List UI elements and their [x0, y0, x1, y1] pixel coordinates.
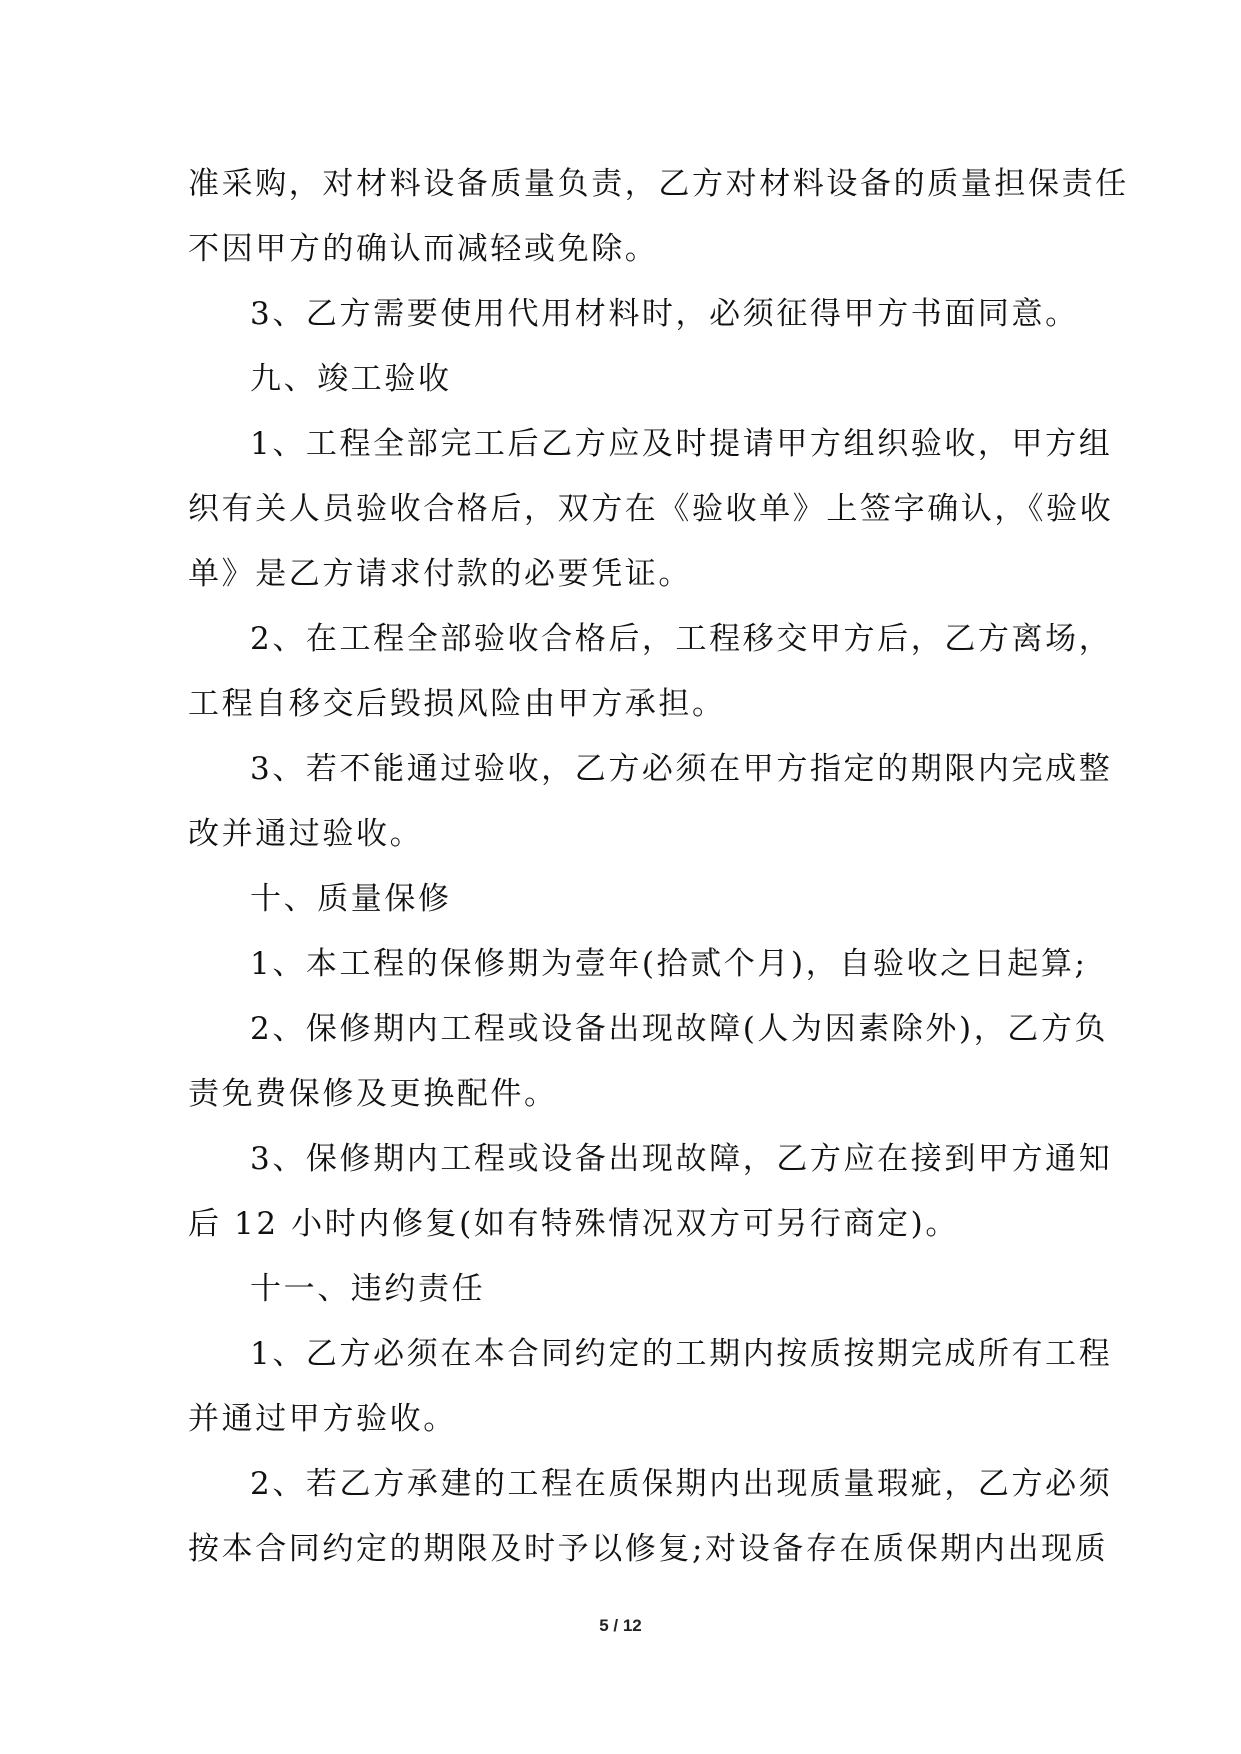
- text-line: 按本合同约定的期限及时予以修复;对设备存在质保期内出现质: [188, 1531, 1109, 1567]
- text-line: 2、保修期内工程或设备出现故障(人为因素除外)，乙方负: [250, 1011, 1109, 1047]
- text-line: 3、乙方需要使用代用材料时，必须征得甲方书面同意。: [250, 296, 1079, 332]
- text-line: 并通过甲方验收。: [188, 1401, 457, 1437]
- text-line: 改并通过验收。: [188, 816, 424, 852]
- text-line: 织有关人员验收合格后，双方在《验收单》上签字确认，《验收: [188, 491, 1114, 527]
- text-line: 九、竣工验收: [250, 361, 452, 397]
- text-line: 1、乙方必须在本合同约定的工期内按质按期完成所有工程: [250, 1336, 1113, 1372]
- text-line: 1、本工程的保修期为壹年(拾贰个月)，自验收之日起算;: [250, 946, 1088, 982]
- text-line: 十一、违约责任: [250, 1271, 486, 1307]
- text-line: 单》是乙方请求付款的必要凭证。: [188, 556, 692, 592]
- page-number: 5 / 12: [599, 1616, 642, 1635]
- text-line: 3、保修期内工程或设备出现故障，乙方应在接到甲方通知: [250, 1141, 1113, 1177]
- text-line: 十、质量保修: [250, 881, 452, 917]
- text-line: 准采购，对材料设备质量负责，乙方对材料设备的质量担保责任: [188, 166, 1129, 202]
- text-line: 1、工程全部完工后乙方应及时提请甲方组织验收，甲方组: [250, 426, 1113, 462]
- text-line: 责免费保修及更换配件。: [188, 1076, 558, 1112]
- text-line: 3、若不能通过验收，乙方必须在甲方指定的期限内完成整: [250, 751, 1113, 787]
- text-line: 后 12 小时内修复(如有特殊情况双方可另行商定)。: [188, 1206, 959, 1242]
- text-line: 2、若乙方承建的工程在质保期内出现质量瑕疵，乙方必须: [250, 1466, 1113, 1502]
- text-line: 不因甲方的确认而减轻或免除。: [188, 231, 659, 267]
- text-line: 2、在工程全部验收合格后，工程移交甲方后，乙方离场，: [250, 621, 1113, 657]
- text-line: 工程自移交后毁损风险由甲方承担。: [188, 686, 726, 722]
- contract-body-text: [188, 152, 1129, 1582]
